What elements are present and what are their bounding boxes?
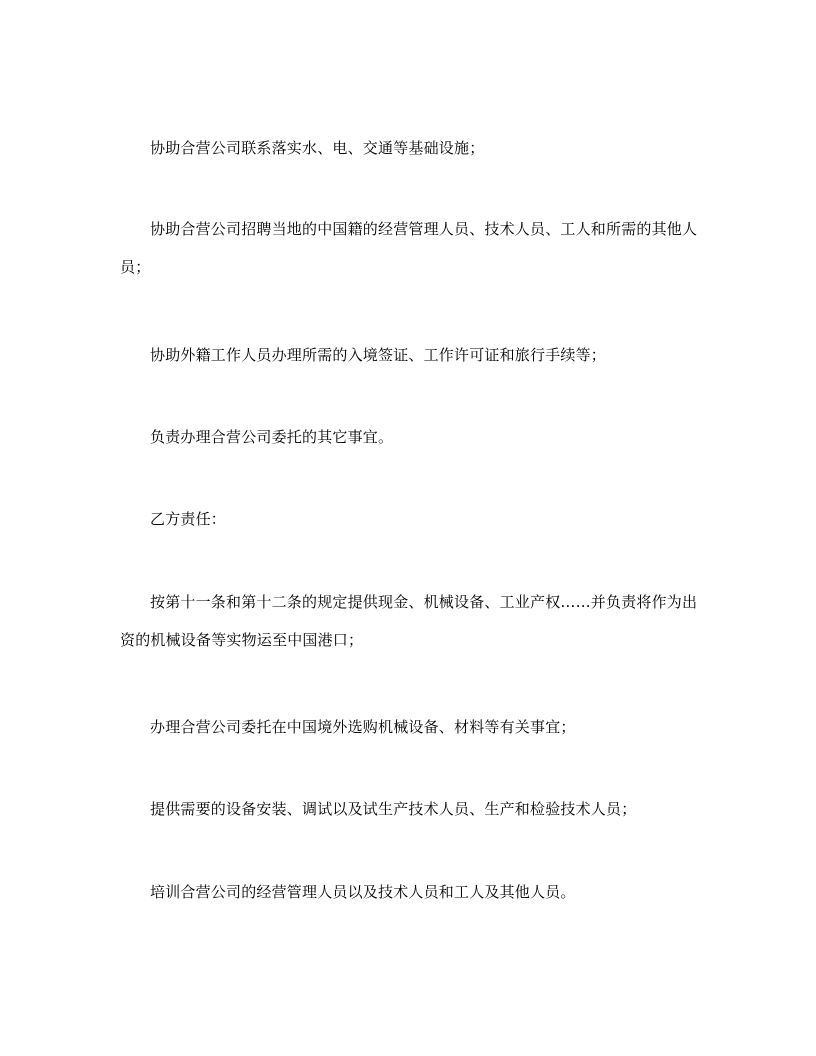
section-heading-party-b: 乙方责任： xyxy=(150,510,227,528)
paragraph-training: 培训合营公司的经营管理人员以及技术人员和工人及其他人员。 xyxy=(150,883,576,901)
paragraph-other-matters: 负责办理合营公司委托的其它事宜。 xyxy=(150,428,394,446)
paragraph-infrastructure: 协助合营公司联系落实水、电、交通等基础设施； xyxy=(150,139,485,157)
paragraph-recruitment: 协助合营公司招聘当地的中国籍的经营管理人员、技术人员、工人和所需的其他人员； xyxy=(120,220,698,276)
paragraph-visa-procedures: 协助外籍工作人员办理所需的入境签证、工作许可证和旅行手续等； xyxy=(150,346,607,364)
paragraph-technical-staff: 提供需要的设备安装、调试以及试生产技术人员、生产和检验技术人员； xyxy=(150,800,637,818)
paragraph-procurement: 办理合营公司委托在中国境外选购机械设备、材料等有关事宜； xyxy=(150,718,576,736)
paragraph-capital-contribution: 按第十一条和第十二条的规定提供现金、机械设备、工业产权……并负责将作为出资的机械设备等实物运至中国港口； xyxy=(120,593,698,649)
